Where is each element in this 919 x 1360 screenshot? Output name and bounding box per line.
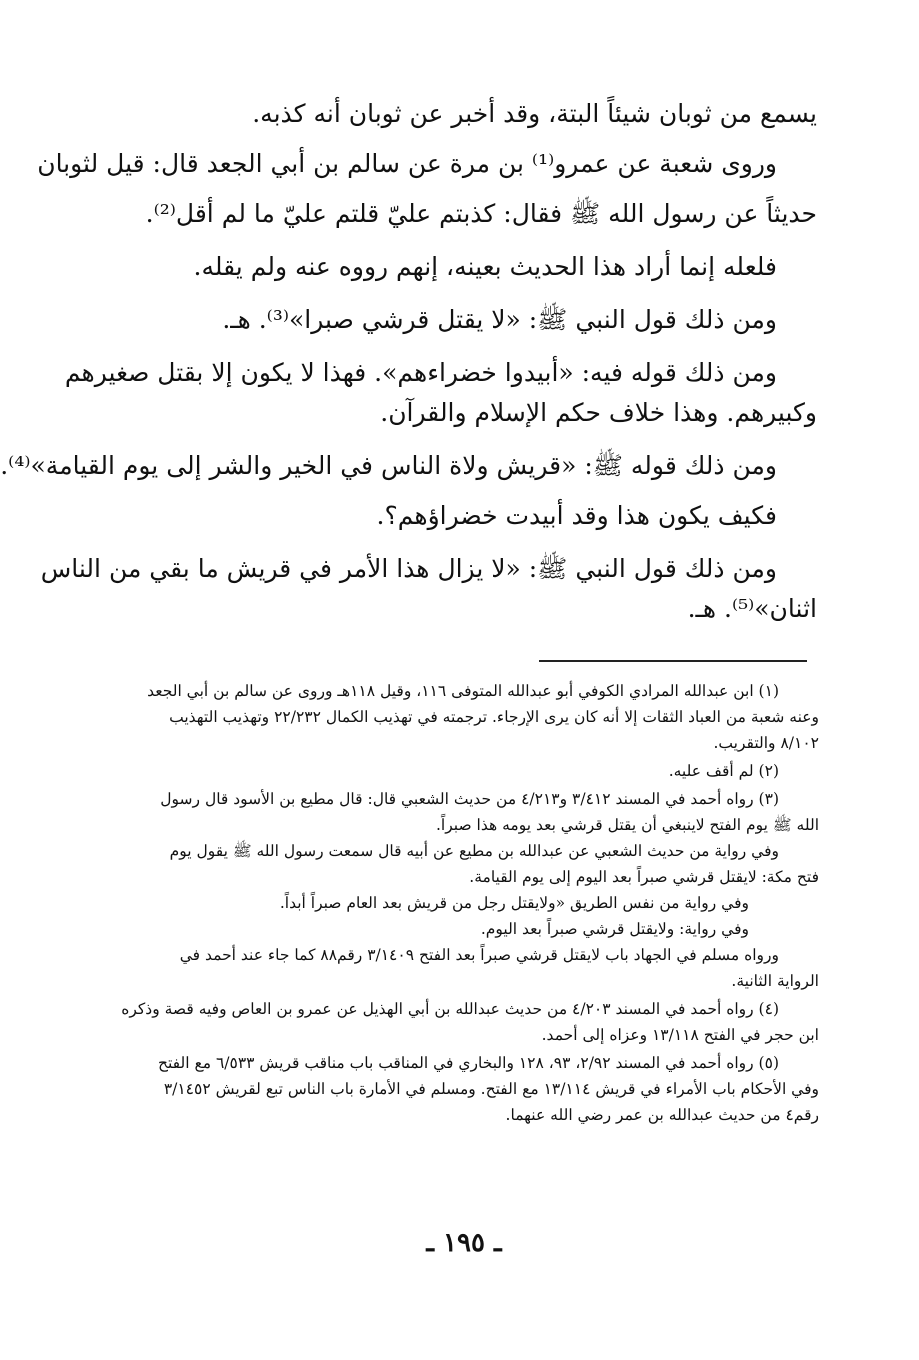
footnote-line: (٤) رواه أحمد في المسند ٤/٢٠٣ من حديث عبدالله بن أبي الهذيل عن عمرو بن العاص وفيه قصة وذكره <box>121 1000 779 1018</box>
footnote-line: ابن حجر في الفتح ١٣/١١٨ وعزاه إلى أحمد. <box>541 1026 819 1044</box>
main-text-block <box>0 94 817 629</box>
footnote-line: ورواه مسلم في الجهاد باب لايقتل قرشي صبراً بعد الفتح ٣/١٤٠٩ رقم٨٨ كما جاء عند أحمد في <box>179 946 779 964</box>
footnote-line: رقم٤ من حديث عبدالله بن عمر رضي الله عنهما. <box>505 1106 819 1124</box>
footnote-line: وعنه شعبة من العباد الثقات إلا أنه كان يرى الإرجاء. ترجمته في تهذيب الكمال ٢٢/٢٣٢ وتهذيب التهذيب <box>169 708 819 726</box>
main-text-line: وكبيرهم. وهذا خلاف حكم الإسلام والقرآن. <box>380 398 817 427</box>
footnote-line: فتح مكة: لايقتل قرشي صبراً بعد اليوم إلى يوم القيامة. <box>469 868 819 886</box>
footnote-separator-rule <box>539 660 807 662</box>
footnote-line: وفي رواية من حديث الشعبي عن عبدالله بن مطيع عن أبيه قال سمعت رسول الله ﷺ يقول يوم <box>169 842 779 860</box>
footnote-line: وفي رواية: ولايقتل قرشي صبراً بعد اليوم. <box>480 920 749 938</box>
main-text-line: فكيف يكون هذا وقد أبيدت خضراؤهم؟. <box>376 501 777 530</box>
footnote-line: ٨/١٠٢ والتقريب. <box>713 734 819 752</box>
footnote-line: (٢) لم أقف عليه. <box>668 762 779 780</box>
footnote-line: (٥) رواه أحمد في المسند ٢/٩٢، ٩٣، ١٢٨ والبخاري في المناقب باب مناقب قريش ٦/٥٣٣ مع الفتح <box>157 1054 779 1072</box>
footnote-line: وفي رواية من نفس الطريق «ولايقتل رجل من قريش بعد العام صبراً أبداً. <box>279 894 749 912</box>
main-text-line: وروى شعبة عن عمرو⁽¹⁾ بن مرة عن سالم بن أبي الجعد قال: قيل لثوبان <box>37 149 777 178</box>
main-text-line: ومن ذلك قوله فيه: «أبيدوا خضراءهم». فهذا لا يكون إلا بقتل صغيرهم <box>64 358 777 387</box>
footnote-line: الله ﷺ يوم الفتح لاينبغي أن يقتل قرشي بعد يومه هذا صبراً. <box>436 816 819 834</box>
main-text-line: اثنان»⁽⁵⁾. هـ. <box>687 594 817 623</box>
footnote-line: الرواية الثانية. <box>731 972 819 990</box>
footnote-line: (٣) رواه أحمد في المسند ٣/٤١٢ و٤/٢١٣ من حديث الشعبي قال: قال مطيع بن الأسود قال رسول <box>160 790 779 808</box>
main-text-line: يسمع من ثوبان شيئاً البتة، وقد أخبر عن ثوبان أنه كذبه. <box>252 99 817 128</box>
footnotes-block <box>85 678 819 1128</box>
main-text-line: ومن ذلك قوله ﷺ: «قريش ولاة الناس في الخير والشر إلى يوم القيامة»⁽⁴⁾. <box>0 451 777 480</box>
footnote-line: وفي الأحكام باب الأمراء في قريش ١٣/١١٤ مع الفتح. ومسلم في الأمارة باب الناس تبع لقريش ٣/١٤٥٢ <box>163 1080 819 1098</box>
main-text-line: ومن ذلك قول النبي ﷺ: «لا يزال هذا الأمر في قريش ما بقي من الناس <box>40 554 777 583</box>
footnote-line: (١) ابن عبدالله المرادي الكوفي أبو عبدالله المتوفى ١١٦، وقيل ١١٨هـ وروى عن سالم بن أبي الجعد <box>147 682 779 700</box>
main-text-line: ومن ذلك قول النبي ﷺ: «لا يقتل قرشي صبرا»⁽³⁾. هـ. <box>222 305 777 334</box>
main-text-line: فلعله إنما أراد هذا الحديث بعينه، إنهم رووه عنه ولم يقله. <box>193 252 777 281</box>
page-number: ـ ١٩٥ ـ <box>426 1228 502 1258</box>
main-text-line: حديثاً عن رسول الله ﷺ فقال: كذبتم عليّ قلتم عليّ ما لم أقل⁽²⁾. <box>145 199 817 228</box>
